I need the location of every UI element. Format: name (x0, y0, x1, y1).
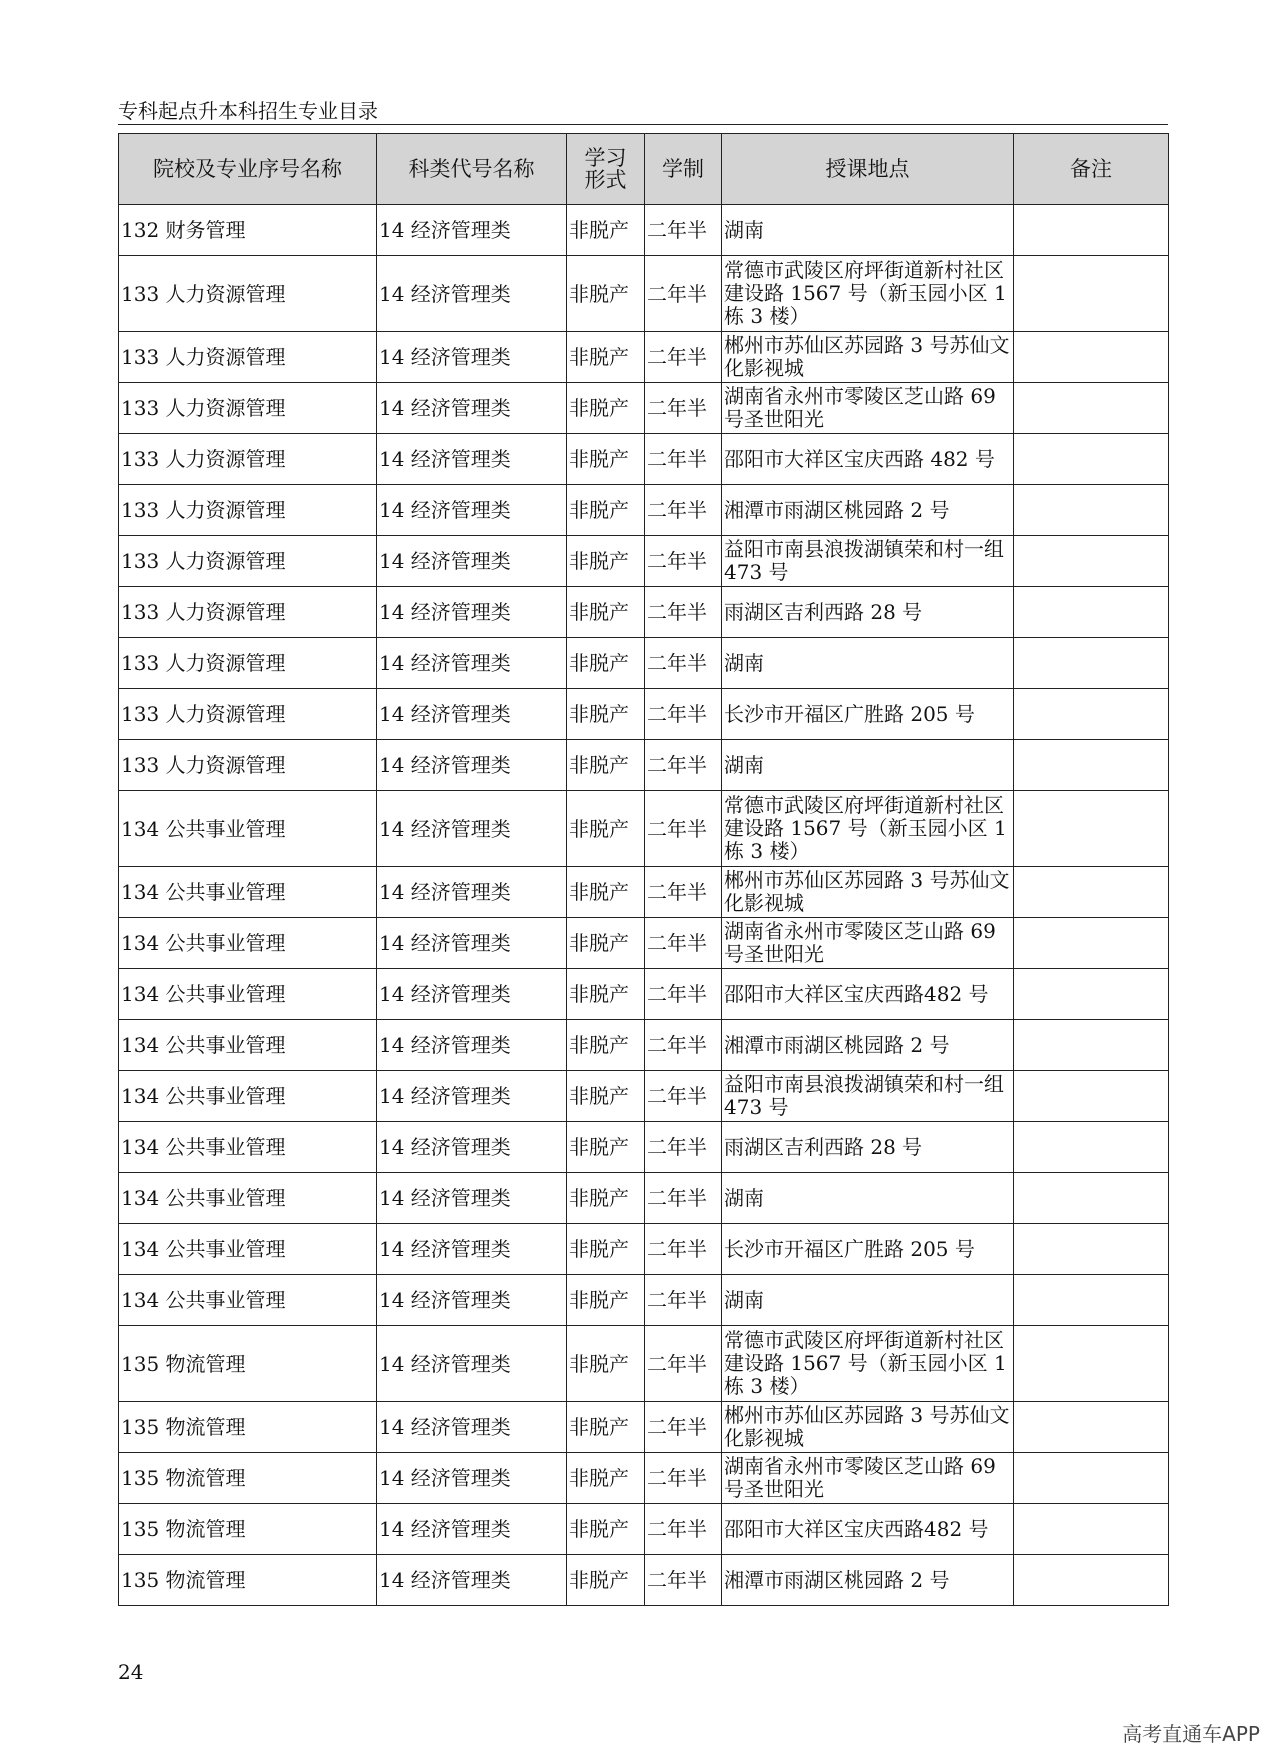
table-row (119, 689, 1169, 740)
cell-major: 135 物流管理 (119, 1504, 377, 1555)
cell-major: 134 公共事业管理 (119, 1173, 377, 1224)
cell-major: 135 物流管理 (119, 1402, 377, 1453)
cell-duration: 二年半 (645, 1453, 722, 1504)
cell-study-mode: 非脱产 (567, 1275, 645, 1326)
cell-remarks (1014, 689, 1169, 740)
table-row (119, 205, 1169, 256)
cell-major: 133 人力资源管理 (119, 638, 377, 689)
column-header-major: 院校及专业序号名称 (119, 134, 377, 205)
cell-remarks (1014, 434, 1169, 485)
cell-study-mode: 非脱产 (567, 1453, 645, 1504)
table-row (119, 1275, 1169, 1326)
cell-remarks (1014, 205, 1169, 256)
cell-location: 长沙市开福区广胜路 205 号 (722, 1224, 1014, 1275)
cell-category: 14 经济管理类 (377, 485, 567, 536)
cell-category: 14 经济管理类 (377, 638, 567, 689)
cell-study-mode: 非脱产 (567, 1504, 645, 1555)
cell-duration: 二年半 (645, 1402, 722, 1453)
cell-category: 14 经济管理类 (377, 536, 567, 587)
cell-duration: 二年半 (645, 1275, 722, 1326)
table-row (119, 485, 1169, 536)
cell-duration: 二年半 (645, 587, 722, 638)
cell-duration: 二年半 (645, 1071, 722, 1122)
cell-remarks (1014, 1555, 1169, 1606)
column-header-remarks: 备注 (1014, 134, 1169, 205)
column-header-study-mode: 学习形式 (567, 134, 645, 205)
cell-remarks (1014, 1326, 1169, 1402)
cell-location: 湖南 (722, 740, 1014, 791)
cell-remarks (1014, 1453, 1169, 1504)
cell-remarks (1014, 383, 1169, 434)
cell-study-mode: 非脱产 (567, 332, 645, 383)
cell-remarks (1014, 918, 1169, 969)
cell-major: 133 人力资源管理 (119, 485, 377, 536)
cell-category: 14 经济管理类 (377, 1402, 567, 1453)
cell-remarks (1014, 867, 1169, 918)
cell-duration: 二年半 (645, 689, 722, 740)
cell-major: 133 人力资源管理 (119, 689, 377, 740)
cell-major: 134 公共事业管理 (119, 1020, 377, 1071)
cell-location: 湖南 (722, 205, 1014, 256)
cell-major: 135 物流管理 (119, 1326, 377, 1402)
cell-location: 湖南省永州市零陵区芝山路 69 号圣世阳光 (722, 383, 1014, 434)
cell-study-mode: 非脱产 (567, 1071, 645, 1122)
table-row (119, 1326, 1169, 1402)
cell-study-mode: 非脱产 (567, 867, 645, 918)
cell-category: 14 经济管理类 (377, 740, 567, 791)
cell-duration: 二年半 (645, 485, 722, 536)
cell-remarks (1014, 1504, 1169, 1555)
table-row (119, 1020, 1169, 1071)
cell-category: 14 经济管理类 (377, 587, 567, 638)
cell-duration: 二年半 (645, 536, 722, 587)
cell-duration: 二年半 (645, 969, 722, 1020)
cell-study-mode: 非脱产 (567, 485, 645, 536)
cell-major: 134 公共事业管理 (119, 969, 377, 1020)
table-row (119, 969, 1169, 1020)
cell-duration: 二年半 (645, 383, 722, 434)
cell-location: 湘潭市雨湖区桃园路 2 号 (722, 1020, 1014, 1071)
cell-category: 14 经济管理类 (377, 969, 567, 1020)
cell-location: 郴州市苏仙区苏园路 3 号苏仙文化影视城 (722, 332, 1014, 383)
cell-remarks (1014, 1071, 1169, 1122)
cell-duration: 二年半 (645, 1224, 722, 1275)
table-row (119, 1504, 1169, 1555)
cell-duration: 二年半 (645, 256, 722, 332)
cell-major: 134 公共事业管理 (119, 1224, 377, 1275)
cell-location: 邵阳市大祥区宝庆西路482 号 (722, 969, 1014, 1020)
cell-study-mode: 非脱产 (567, 205, 645, 256)
cell-remarks (1014, 1224, 1169, 1275)
cell-duration: 二年半 (645, 1020, 722, 1071)
cell-category: 14 经济管理类 (377, 1224, 567, 1275)
cell-location: 雨湖区吉利西路 28 号 (722, 587, 1014, 638)
cell-study-mode: 非脱产 (567, 434, 645, 485)
cell-major: 133 人力资源管理 (119, 383, 377, 434)
cell-location: 湖南 (722, 1173, 1014, 1224)
cell-major: 133 人力资源管理 (119, 256, 377, 332)
cell-duration: 二年半 (645, 205, 722, 256)
cell-study-mode: 非脱产 (567, 638, 645, 689)
cell-study-mode: 非脱产 (567, 587, 645, 638)
table-row (119, 1173, 1169, 1224)
cell-major: 133 人力资源管理 (119, 587, 377, 638)
cell-study-mode: 非脱产 (567, 740, 645, 791)
table-row (119, 791, 1169, 867)
table-row (119, 1122, 1169, 1173)
cell-location: 湖南省永州市零陵区芝山路 69 号圣世阳光 (722, 1453, 1014, 1504)
cell-location: 邵阳市大祥区宝庆西路482 号 (722, 1504, 1014, 1555)
cell-duration: 二年半 (645, 791, 722, 867)
cell-duration: 二年半 (645, 1504, 722, 1555)
cell-remarks (1014, 638, 1169, 689)
cell-duration: 二年半 (645, 1326, 722, 1402)
table-row (119, 1555, 1169, 1606)
cell-major: 134 公共事业管理 (119, 918, 377, 969)
cell-major: 134 公共事业管理 (119, 1071, 377, 1122)
cell-study-mode: 非脱产 (567, 1555, 645, 1606)
table-row (119, 383, 1169, 434)
page-number: 24 (118, 1660, 144, 1684)
cell-major: 134 公共事业管理 (119, 867, 377, 918)
cell-duration: 二年半 (645, 638, 722, 689)
table-row (119, 434, 1169, 485)
cell-location: 郴州市苏仙区苏园路 3 号苏仙文化影视城 (722, 867, 1014, 918)
cell-location: 益阳市南县浪拨湖镇荣和村一组 473 号 (722, 1071, 1014, 1122)
cell-remarks (1014, 740, 1169, 791)
cell-location: 郴州市苏仙区苏园路 3 号苏仙文化影视城 (722, 1402, 1014, 1453)
cell-category: 14 经济管理类 (377, 1122, 567, 1173)
cell-study-mode: 非脱产 (567, 1020, 645, 1071)
column-header-duration: 学制 (645, 134, 722, 205)
cell-major: 133 人力资源管理 (119, 536, 377, 587)
cell-location: 雨湖区吉利西路 28 号 (722, 1122, 1014, 1173)
cell-location: 湘潭市雨湖区桃园路 2 号 (722, 485, 1014, 536)
cell-category: 14 经济管理类 (377, 1555, 567, 1606)
cell-major: 133 人力资源管理 (119, 740, 377, 791)
cell-duration: 二年半 (645, 1173, 722, 1224)
cell-study-mode: 非脱产 (567, 969, 645, 1020)
cell-duration: 二年半 (645, 740, 722, 791)
cell-category: 14 经济管理类 (377, 383, 567, 434)
cell-study-mode: 非脱产 (567, 1224, 645, 1275)
header-rule (118, 124, 1168, 125)
cell-remarks (1014, 1275, 1169, 1326)
table-row (119, 587, 1169, 638)
cell-category: 14 经济管理类 (377, 689, 567, 740)
cell-category: 14 经济管理类 (377, 1275, 567, 1326)
cell-location: 邵阳市大祥区宝庆西路 482 号 (722, 434, 1014, 485)
cell-category: 14 经济管理类 (377, 256, 567, 332)
table-row (119, 332, 1169, 383)
cell-remarks (1014, 256, 1169, 332)
cell-remarks (1014, 332, 1169, 383)
cell-category: 14 经济管理类 (377, 434, 567, 485)
cell-major: 134 公共事业管理 (119, 791, 377, 867)
cell-major: 135 物流管理 (119, 1453, 377, 1504)
cell-duration: 二年半 (645, 1555, 722, 1606)
cell-category: 14 经济管理类 (377, 1453, 567, 1504)
table-row (119, 1224, 1169, 1275)
cell-category: 14 经济管理类 (377, 1071, 567, 1122)
cell-category: 14 经济管理类 (377, 1020, 567, 1071)
cell-duration: 二年半 (645, 434, 722, 485)
cell-remarks (1014, 1173, 1169, 1224)
cell-major: 134 公共事业管理 (119, 1122, 377, 1173)
column-header-category: 科类代号名称 (377, 134, 567, 205)
table-row (119, 1453, 1169, 1504)
table-row (119, 867, 1169, 918)
watermark: 高考直通车APP (1122, 1722, 1260, 1746)
cell-major: 135 物流管理 (119, 1555, 377, 1606)
cell-location: 益阳市南县浪拨湖镇荣和村一组 473 号 (722, 536, 1014, 587)
cell-remarks (1014, 969, 1169, 1020)
cell-location: 湖南 (722, 638, 1014, 689)
cell-category: 14 经济管理类 (377, 1326, 567, 1402)
cell-major: 132 财务管理 (119, 205, 377, 256)
cell-remarks (1014, 536, 1169, 587)
cell-location: 湘潭市雨湖区桃园路 2 号 (722, 1555, 1014, 1606)
column-header-location: 授课地点 (722, 134, 1014, 205)
cell-category: 14 经济管理类 (377, 332, 567, 383)
cell-location: 长沙市开福区广胜路 205 号 (722, 689, 1014, 740)
cell-duration: 二年半 (645, 1122, 722, 1173)
running-header: 专科起点升本科招生专业目录 (118, 99, 378, 123)
cell-remarks (1014, 1122, 1169, 1173)
table-row (119, 638, 1169, 689)
cell-location: 常德市武陵区府坪街道新村社区建设路 1567 号（新玉园小区 1 栋 3 楼） (722, 791, 1014, 867)
cell-study-mode: 非脱产 (567, 689, 645, 740)
cell-category: 14 经济管理类 (377, 791, 567, 867)
cell-study-mode: 非脱产 (567, 1173, 645, 1224)
cell-remarks (1014, 791, 1169, 867)
cell-remarks (1014, 587, 1169, 638)
cell-remarks (1014, 485, 1169, 536)
table-row (119, 1402, 1169, 1453)
cell-study-mode: 非脱产 (567, 383, 645, 434)
cell-study-mode: 非脱产 (567, 1326, 645, 1402)
cell-major: 134 公共事业管理 (119, 1275, 377, 1326)
cell-category: 14 经济管理类 (377, 1173, 567, 1224)
cell-duration: 二年半 (645, 867, 722, 918)
cell-study-mode: 非脱产 (567, 536, 645, 587)
cell-study-mode: 非脱产 (567, 256, 645, 332)
cell-remarks (1014, 1402, 1169, 1453)
table-row (119, 740, 1169, 791)
cell-major: 133 人力资源管理 (119, 332, 377, 383)
cell-location: 湖南省永州市零陵区芝山路 69 号圣世阳光 (722, 918, 1014, 969)
cell-location: 湖南 (722, 1275, 1014, 1326)
cell-study-mode: 非脱产 (567, 918, 645, 969)
table-row (119, 918, 1169, 969)
table-row (119, 1071, 1169, 1122)
cell-major: 133 人力资源管理 (119, 434, 377, 485)
cell-category: 14 经济管理类 (377, 205, 567, 256)
cell-duration: 二年半 (645, 332, 722, 383)
table-row (119, 536, 1169, 587)
catalog-table (118, 133, 1169, 1606)
header-row (119, 134, 1169, 205)
cell-category: 14 经济管理类 (377, 1504, 567, 1555)
cell-category: 14 经济管理类 (377, 867, 567, 918)
cell-category: 14 经济管理类 (377, 918, 567, 969)
cell-location: 常德市武陵区府坪街道新村社区建设路 1567 号（新玉园小区 1 栋 3 楼） (722, 256, 1014, 332)
cell-study-mode: 非脱产 (567, 1122, 645, 1173)
cell-study-mode: 非脱产 (567, 791, 645, 867)
cell-study-mode: 非脱产 (567, 1402, 645, 1453)
table-body (119, 205, 1169, 1606)
table-row (119, 256, 1169, 332)
cell-duration: 二年半 (645, 918, 722, 969)
cell-remarks (1014, 1020, 1169, 1071)
cell-location: 常德市武陵区府坪街道新村社区建设路 1567 号（新玉园小区 1 栋 3 楼） (722, 1326, 1014, 1402)
